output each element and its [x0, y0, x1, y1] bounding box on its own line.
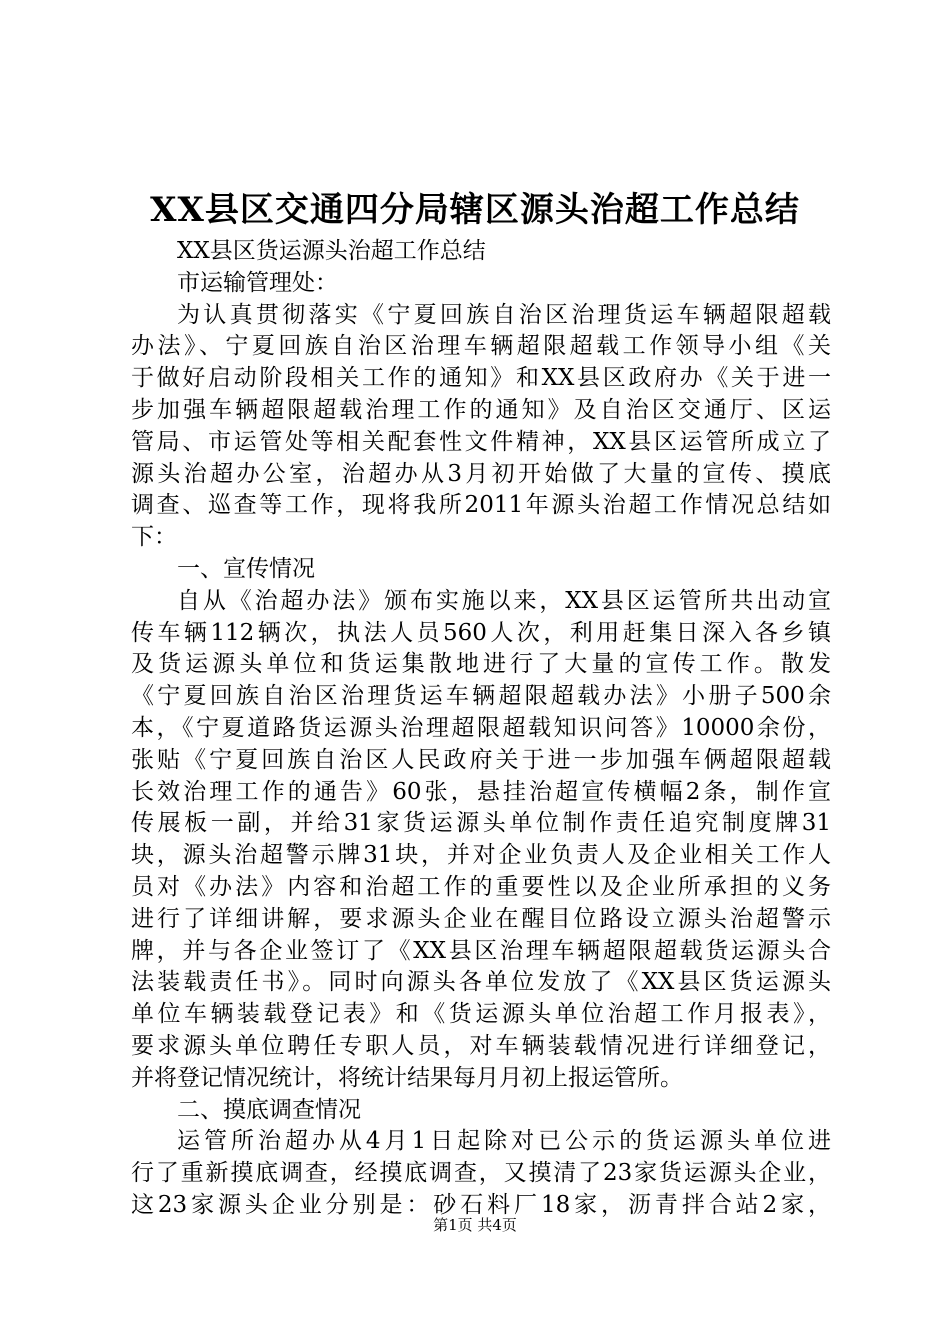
paragraph-line: 传车辆112辆次，执法人员560人次，利用赶集日深入各乡镇 [131, 619, 831, 646]
paragraph-line: 行了重新摸底调查，经摸底调查，又摸清了23家货运源头企业， [131, 1160, 831, 1187]
section-heading-publicity: 一、宣传情况 [177, 555, 315, 582]
paragraph-line: 于做好启动阶段相关工作的通知》和XX县区政府办《关于进一 [131, 365, 831, 392]
paragraph-line: 单位车辆装载登记表》和《货运源头单位治超工作月报表》， [131, 1001, 831, 1028]
paragraph-line: 及货运源头单位和货运集散地进行了大量的宣传工作。散发 [131, 651, 831, 678]
paragraph-line: 要求源头单位聘任专职人员，对车辆装载情况进行详细登记， [131, 1032, 831, 1059]
document-body [131, 236, 831, 1222]
paragraph-line: 运管所治超办从4月1日起除对已公示的货运源头单位进 [177, 1128, 831, 1155]
paragraph-line: 长效治理工作的通告》60张，悬挂治超宣传横幅2条，制作宣 [131, 778, 831, 805]
paragraph-line: 张贴《宁夏回族自治区人民政府关于进一步加强车俩超限超载 [131, 746, 831, 773]
paragraph-line: 进行了详细讲解，要求源头企业在醒目位路设立源头治超警示 [131, 905, 831, 932]
paragraph-line: 并将登记情况统计，将统计结果每月月初上报运管所。 [131, 1064, 683, 1091]
subtitle-line: XX县区货运源头治超工作总结 [177, 238, 486, 264]
paragraph-line: 法装载责任书》。同时向源头各单位发放了《XX县区货运源头 [131, 969, 831, 996]
paragraph-line: 为认真贯彻落实《宁夏回族自治区治理货运车辆超限超载 [177, 301, 831, 328]
paragraph-line: 这23家源头企业分别是：砂石料厂18家，沥青拌合站2家， [131, 1191, 831, 1218]
section-heading-survey: 二、摸底调查情况 [177, 1096, 361, 1123]
paragraph-line: 管局、市运管处等相关配套性文件精神，XX县区运管所成立了 [131, 428, 831, 455]
paragraph-line: 块，源头治超警示牌31块，并对企业负责人及企业相关工作人 [131, 842, 831, 869]
paragraph-line: 牌，并与各企业签订了《XX县区治理车辆超限超载货运源头合 [131, 937, 831, 964]
paragraph-line: 办法》、宁夏回族自治区治理车辆超限超载工作领导小组《关 [131, 333, 831, 360]
addressee-line: 市运输管理处： [177, 269, 338, 296]
paragraph-line: 源头治超办公室，治超办从3月初开始做了大量的宣传、摸底 [131, 460, 831, 487]
page-number-footer: 第1页 共4页 [433, 1216, 517, 1234]
paragraph-line: 《宁夏回族自治区治理货运车辆超限超载办法》小册子500余 [131, 683, 831, 710]
paragraph-line: 本，《宁夏道路货运源头治理超限超载知识问答》10000余份， [131, 714, 831, 741]
paragraph-line: 传展板一副，并给31家货运源头单位制作责任追究制度牌31 [131, 810, 831, 837]
paragraph-line: 自从《治超办法》颁布实施以来，XX县区运管所共出动宣 [177, 587, 831, 614]
paragraph-line: 下： [131, 524, 177, 551]
document-title: XX县区交通四分局辖区源头治超工作总结 [150, 190, 800, 230]
paragraph-line: 调查、巡查等工作，现将我所2011年源头治超工作情况总结如 [131, 492, 831, 519]
paragraph-line: 员对《办法》内容和治超工作的重要性以及企业所承担的义务 [131, 873, 831, 900]
paragraph-line: 步加强车辆超限超载治理工作的通知》及自治区交通厅、区运 [131, 396, 831, 423]
